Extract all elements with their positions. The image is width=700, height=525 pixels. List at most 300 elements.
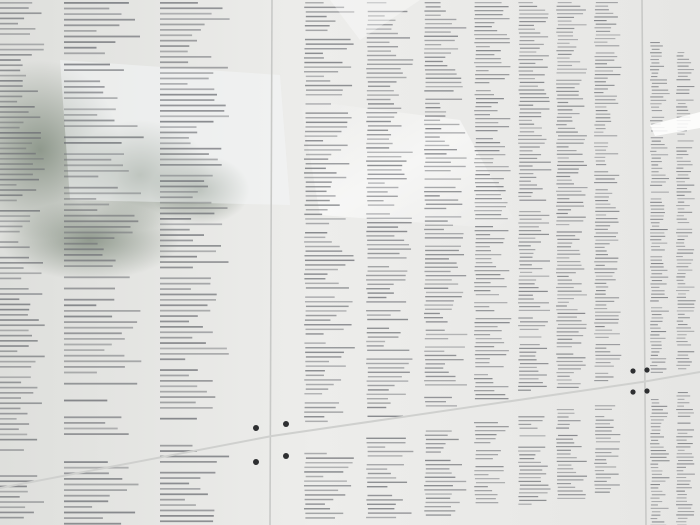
name-line [677,402,689,403]
name-line [677,191,692,192]
name-line [596,441,620,442]
name-line [596,218,618,219]
name-line [368,81,397,82]
name-line [475,490,493,491]
name-line [160,240,193,242]
name-line [652,413,668,414]
name-line [64,467,129,469]
name-line [424,313,440,314]
name-line [0,257,29,259]
name-line [519,78,535,79]
name-line [651,426,661,427]
name-line [425,493,452,494]
name-line [676,157,683,158]
name-line [475,226,493,227]
name-line [0,387,37,389]
name-line [306,356,342,357]
name-line [519,51,536,52]
name-line [476,238,505,239]
name-line [676,436,692,437]
name-line [160,40,197,42]
name-line [556,213,568,214]
name-line [595,204,610,205]
name-line [558,490,583,491]
name-line [676,521,686,522]
name-line [0,49,44,51]
name-line [595,319,619,320]
name-line [676,205,690,206]
name-line [368,455,403,456]
name-line [475,466,503,467]
name-line [475,26,492,27]
name-line [64,355,124,357]
name-line [677,113,690,114]
name-line [476,274,501,275]
name-line [0,75,26,77]
name-line [677,334,686,335]
name-line [557,276,569,277]
name-line [0,85,23,87]
name-line [367,64,413,65]
name-line [557,298,574,299]
name-line [305,402,339,403]
name-line [475,350,509,351]
name-line [556,98,583,99]
name-line [305,140,323,141]
name-line [64,52,105,54]
name-line [557,61,580,62]
name-line [64,30,97,32]
name-line [677,497,687,498]
name-line [652,477,670,478]
name-line [426,321,448,322]
name-line [650,338,665,339]
name-line [366,68,401,69]
name-line [64,13,122,15]
name-line [519,279,537,280]
name-line [596,164,606,165]
name-line [160,2,198,4]
name-line [594,261,617,262]
name-line [595,200,608,201]
name-line [474,470,503,471]
name-line [0,309,29,311]
name-line [366,160,406,161]
name-line [305,85,352,86]
name-line [424,485,453,486]
name-line [426,204,463,205]
name-line [557,65,572,66]
name-line [64,428,118,430]
name-line [556,372,573,373]
name-line [64,304,96,306]
name-line [368,182,385,183]
name-line [676,395,690,396]
name-line [595,6,608,7]
name-line [476,130,498,131]
name-line [306,191,327,192]
name-line [651,399,659,400]
name-line [518,143,545,144]
name-line [425,355,457,356]
name-line [556,428,569,429]
name-line [518,238,535,239]
name-line [652,49,660,50]
name-line [368,336,399,337]
name-line [160,121,214,123]
name-line [64,288,115,290]
name-line [476,338,502,339]
name-line [519,500,546,501]
name-line [160,137,189,139]
name-line [650,103,661,104]
name-line [64,204,109,206]
name-line [519,70,534,71]
name-line [519,352,536,353]
name-line [0,101,17,103]
name-line [64,198,96,200]
name-line [678,283,686,284]
name-line [595,67,621,68]
name-line [367,169,401,170]
name-line [595,488,611,489]
name-line [474,10,503,11]
name-line [678,314,685,315]
name-line [594,308,607,309]
name-line [474,334,490,335]
name-line [558,420,581,421]
name-line [306,209,328,210]
name-line [677,484,690,485]
name-line [476,450,501,451]
name-line [557,95,578,96]
name-line [475,458,492,459]
name-line [476,234,490,235]
name-line [367,257,406,258]
name-line [476,342,505,343]
name-line [476,142,500,143]
name-line [367,350,409,351]
name-line [677,406,684,407]
name-line [651,147,667,148]
name-line [596,34,621,35]
name-line [366,231,407,232]
name-line [556,305,567,306]
name-line [160,78,209,80]
name-line [594,135,617,136]
name-line [425,460,451,461]
name-line [424,10,445,11]
name-line [518,386,547,387]
name-line [425,279,452,280]
name-line [474,18,509,19]
name-line [0,122,24,124]
name-line [557,246,571,247]
name-line [160,477,200,479]
name-line [64,2,129,4]
name-line [476,426,509,427]
name-line [64,69,124,71]
name-line [558,383,581,384]
name-line [426,300,454,301]
name-line [305,490,339,491]
name-line [0,179,39,181]
name-line [475,94,494,95]
name-line [475,206,506,207]
name-line [0,226,23,228]
name-line [305,264,345,265]
name-line [64,478,122,480]
name-line [557,217,586,218]
name-line [677,86,694,87]
name-line [652,511,661,512]
name-line [64,24,119,26]
name-line [520,321,548,322]
name-line [368,174,405,175]
name-line [305,283,339,284]
name-line [519,86,538,87]
name-line [596,128,606,129]
name-line [367,319,408,320]
name-line [520,146,540,147]
name-line [519,348,547,349]
name-line [650,69,659,70]
name-line [160,515,214,517]
name-line [678,361,692,362]
name-line [677,110,688,111]
name-line [426,82,462,83]
name-line [558,487,575,488]
name-line [304,214,322,215]
name-line [519,283,535,284]
name-line [305,301,353,302]
name-line [0,278,21,280]
name-line [304,273,327,274]
name-line [558,413,575,414]
name-line [366,213,390,214]
name-line [64,187,118,189]
name-line [678,208,685,209]
name-line [475,286,507,287]
name-line [557,294,587,295]
name-line [476,46,490,47]
name-line [596,24,617,25]
name-line [677,453,692,454]
name-line [678,66,689,67]
name-line [676,181,685,182]
name-line [557,257,570,258]
name-line [595,470,604,471]
name-line [425,128,441,129]
name-line [595,99,615,100]
name-line [424,149,457,150]
name-line [424,380,456,381]
name-line [474,270,509,271]
name-line [650,239,661,240]
name-line [160,202,211,204]
name-line [595,153,618,154]
name-line [651,270,667,271]
name-line [678,72,692,73]
name-line [595,74,621,75]
name-line [64,159,111,161]
name-line [596,344,620,345]
name-line [0,319,39,321]
name-line [556,50,573,51]
name-line [426,502,460,503]
name-line [160,180,204,182]
name-line [475,78,504,79]
name-line [556,439,573,440]
name-line [64,349,104,351]
name-line [304,71,338,72]
name-line [651,287,659,288]
name-line [425,199,459,200]
name-line [476,502,499,503]
name-line [160,61,188,63]
name-line [595,484,620,485]
name-line [425,262,457,263]
name-line [0,361,36,363]
name-line [651,209,664,210]
name-line [476,98,504,99]
name-line [650,236,665,237]
name-line [306,103,332,104]
name-line [0,345,29,347]
name-line [595,85,615,86]
name-line [518,139,546,140]
name-line [367,407,386,408]
name-line [595,423,610,424]
name-line [594,463,607,464]
name-line [304,278,325,279]
name-line [650,45,662,46]
name-line [475,74,509,75]
name-line [306,20,336,21]
name-line [519,268,543,269]
name-line [518,302,549,303]
name-line [0,28,35,30]
name-line [594,236,616,237]
name-line [366,517,396,518]
name-line [474,42,510,43]
name-line [651,154,668,155]
name-line [368,508,395,509]
name-line [519,173,534,174]
name-line [676,151,686,152]
name-line [557,261,581,262]
knob [644,367,649,372]
name-line [64,108,116,110]
name-line [520,82,545,83]
name-line [595,294,606,295]
name-line [594,268,617,269]
name-line [651,345,661,346]
name-line [519,181,531,182]
name-line [520,127,542,128]
name-line [556,287,574,288]
name-line [520,428,538,429]
name-line [556,220,583,221]
name-line [64,41,115,43]
name-line [595,373,608,374]
name-line [519,295,533,296]
name-line [368,86,390,87]
name-line [475,230,509,231]
name-line [518,420,542,421]
name-line [595,279,615,280]
name-line [677,259,693,260]
name-line [160,331,213,333]
name-line [652,110,662,111]
name-line [306,16,327,17]
name-line [0,418,17,420]
name-line [519,291,548,292]
name-line [519,230,541,231]
name-line [595,196,609,197]
name-line [519,120,532,121]
name-line [306,195,336,196]
name-line [64,192,141,194]
name-line [0,59,21,61]
name-line [64,176,98,178]
name-line [557,106,584,107]
name-line [160,380,213,382]
name-line [650,215,663,216]
name-line [64,80,100,82]
name-line [518,192,532,193]
name-line [652,402,660,403]
name-line [305,462,352,463]
name-line [519,466,548,467]
name-line [520,363,549,364]
name-line [160,310,210,312]
name-line [556,183,574,184]
name-line [652,178,669,179]
name-line [368,376,402,377]
name-line [64,19,135,21]
name-line [64,327,133,329]
name-line [650,232,664,233]
name-line [595,150,606,151]
name-line [0,2,32,4]
name-line [595,297,619,298]
name-line [160,148,221,150]
name-line [475,366,503,367]
name-line [0,376,31,378]
name-line [652,494,666,495]
name-line [305,513,343,514]
name-line [0,189,36,191]
name-line [652,460,670,461]
name-line [519,374,547,375]
name-line [367,328,389,329]
name-line [651,137,663,138]
name-line [305,352,344,353]
name-line [650,358,666,359]
name-line [426,514,451,515]
name-line [677,198,694,199]
name-line [677,161,691,162]
name-line [476,246,490,247]
name-line [677,239,684,240]
name-line [0,54,32,56]
name-line [367,314,391,315]
name-line [474,322,509,323]
name-line [557,265,581,266]
name-line [476,294,499,295]
name-line [425,246,461,247]
